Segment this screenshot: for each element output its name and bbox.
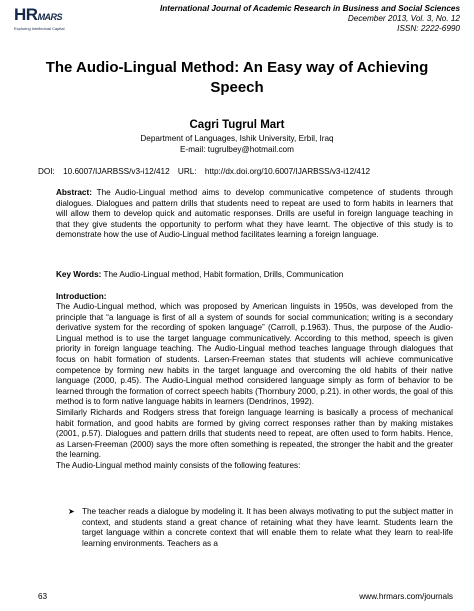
bullet-text: The teacher reads a dialogue by modeling it. It has been always motivating to put the subject matter in context, and students stand a great chance of retaining what they have learnt. Students learn the target language within a concrete context that will enable them to relate what they learn to real-life learning environments. Teachers as a bbox=[82, 507, 453, 548]
arrow-bullet-icon: ➤ bbox=[68, 507, 75, 516]
intro-paragraph-1: The Audio-Lingual method, which was proposed by American linguists in 1950s, was developed from the principle that “a language is first of all a system of sounds for social communication; writing is a secondary derivative system for the recording of spoken language” (Carroll, p.1963). Thus, the purpose of the Audio-Lingual method is to use the target language communicatively. According to this method, speech is given priority in foreign language teaching. The Audio-Lingual method teaches language through dialogues that focus on habit formation of students. Larsen-Freeman states that students will achieve communicative competence by forming new habits in the target language and overcoming the old habits of their native language (2000, p.45). The Audio-Lingual method considered language simply as form of behavior to be learned through the formation of correct speech habits (Thornbury 2000, p.21). in other words, the goal of this method is to form native language habits in learners (Dendrinos, 1992). bbox=[56, 302, 453, 407]
introduction-heading: Introduction: bbox=[56, 292, 107, 301]
doi-row bbox=[38, 167, 454, 176]
url-label: URL: bbox=[177, 167, 197, 176]
author-affiliation bbox=[0, 134, 474, 155]
introduction-body bbox=[56, 302, 453, 472]
logo-text: HR bbox=[14, 5, 38, 24]
article-title: The Audio-Lingual Method: An Easy way of Achieving Speech bbox=[45, 59, 429, 96]
intro-paragraph-3: The Audio-Lingual method mainly consists of the following features: bbox=[56, 460, 301, 470]
keywords-text: The Audio-Lingual method, Habit formation, Drills, Communication bbox=[103, 270, 344, 279]
feature-bullet bbox=[68, 507, 453, 549]
journal-header bbox=[160, 4, 460, 34]
journal-issn: ISSN: 2222-6990 bbox=[397, 24, 460, 33]
doi-label: DOI: bbox=[38, 167, 55, 176]
page-number: 63 bbox=[38, 592, 48, 601]
doi-value[interactable]: 10.6007/IJARBSS/v3-i12/412 bbox=[63, 167, 170, 176]
journal-logo bbox=[14, 6, 74, 36]
affiliation-text: Department of Languages, Ishik University, Erbil, Iraq bbox=[140, 134, 334, 143]
author-email: E-mail: tugrulbey@hotmail.com bbox=[180, 144, 294, 154]
url-link[interactable]: http://dx.doi.org/10.6007/IJARBSS/v3-i12/412 bbox=[204, 167, 371, 176]
logo-tagline: Exploring Intellectual Capital bbox=[14, 26, 65, 31]
intro-paragraph-2: Similarly Richards and Rodgers stress that foreign language learning is basically a process of mechanical habit formation, and good habits are formed by giving correct responses rather than by making mistakes (2001, p.57). Dialogues and pattern drills that students need to repeat, are often used to form habits. Hence, as Larsen-Freeman (2000) says the more often something is repeated, the stronger the habit and the greater the learning. bbox=[56, 407, 453, 460]
keywords-label: Key Words: bbox=[56, 270, 102, 279]
abstract-label: Abstract: bbox=[56, 188, 92, 197]
author-name: Cagri Tugrul Mart bbox=[189, 119, 285, 131]
abstract-section bbox=[56, 188, 453, 241]
journal-issue: December 2013, Vol. 3, No. 12 bbox=[347, 14, 460, 23]
journal-name: International Journal of Academic Research in Business and Social Sciences bbox=[159, 4, 460, 13]
abstract-text: The Audio-Lingual method aims to develop communicative competence of students through dialogues. Dialogues and pattern drills that students need to repeat are used to form habits in learners that will allow them to develop quick and automatic responses. Drills are useful in foreign language teaching in that they give students the opportunity to perform what they have learnt. The objective of this study is to demonstrate how the use of Audio-Lingual method facilitates learning a foreign language. bbox=[56, 188, 453, 240]
keywords-section bbox=[56, 270, 453, 281]
logo-sub: MARS bbox=[37, 12, 63, 22]
footer-url[interactable]: www.hrmars.com/journals bbox=[359, 592, 453, 601]
